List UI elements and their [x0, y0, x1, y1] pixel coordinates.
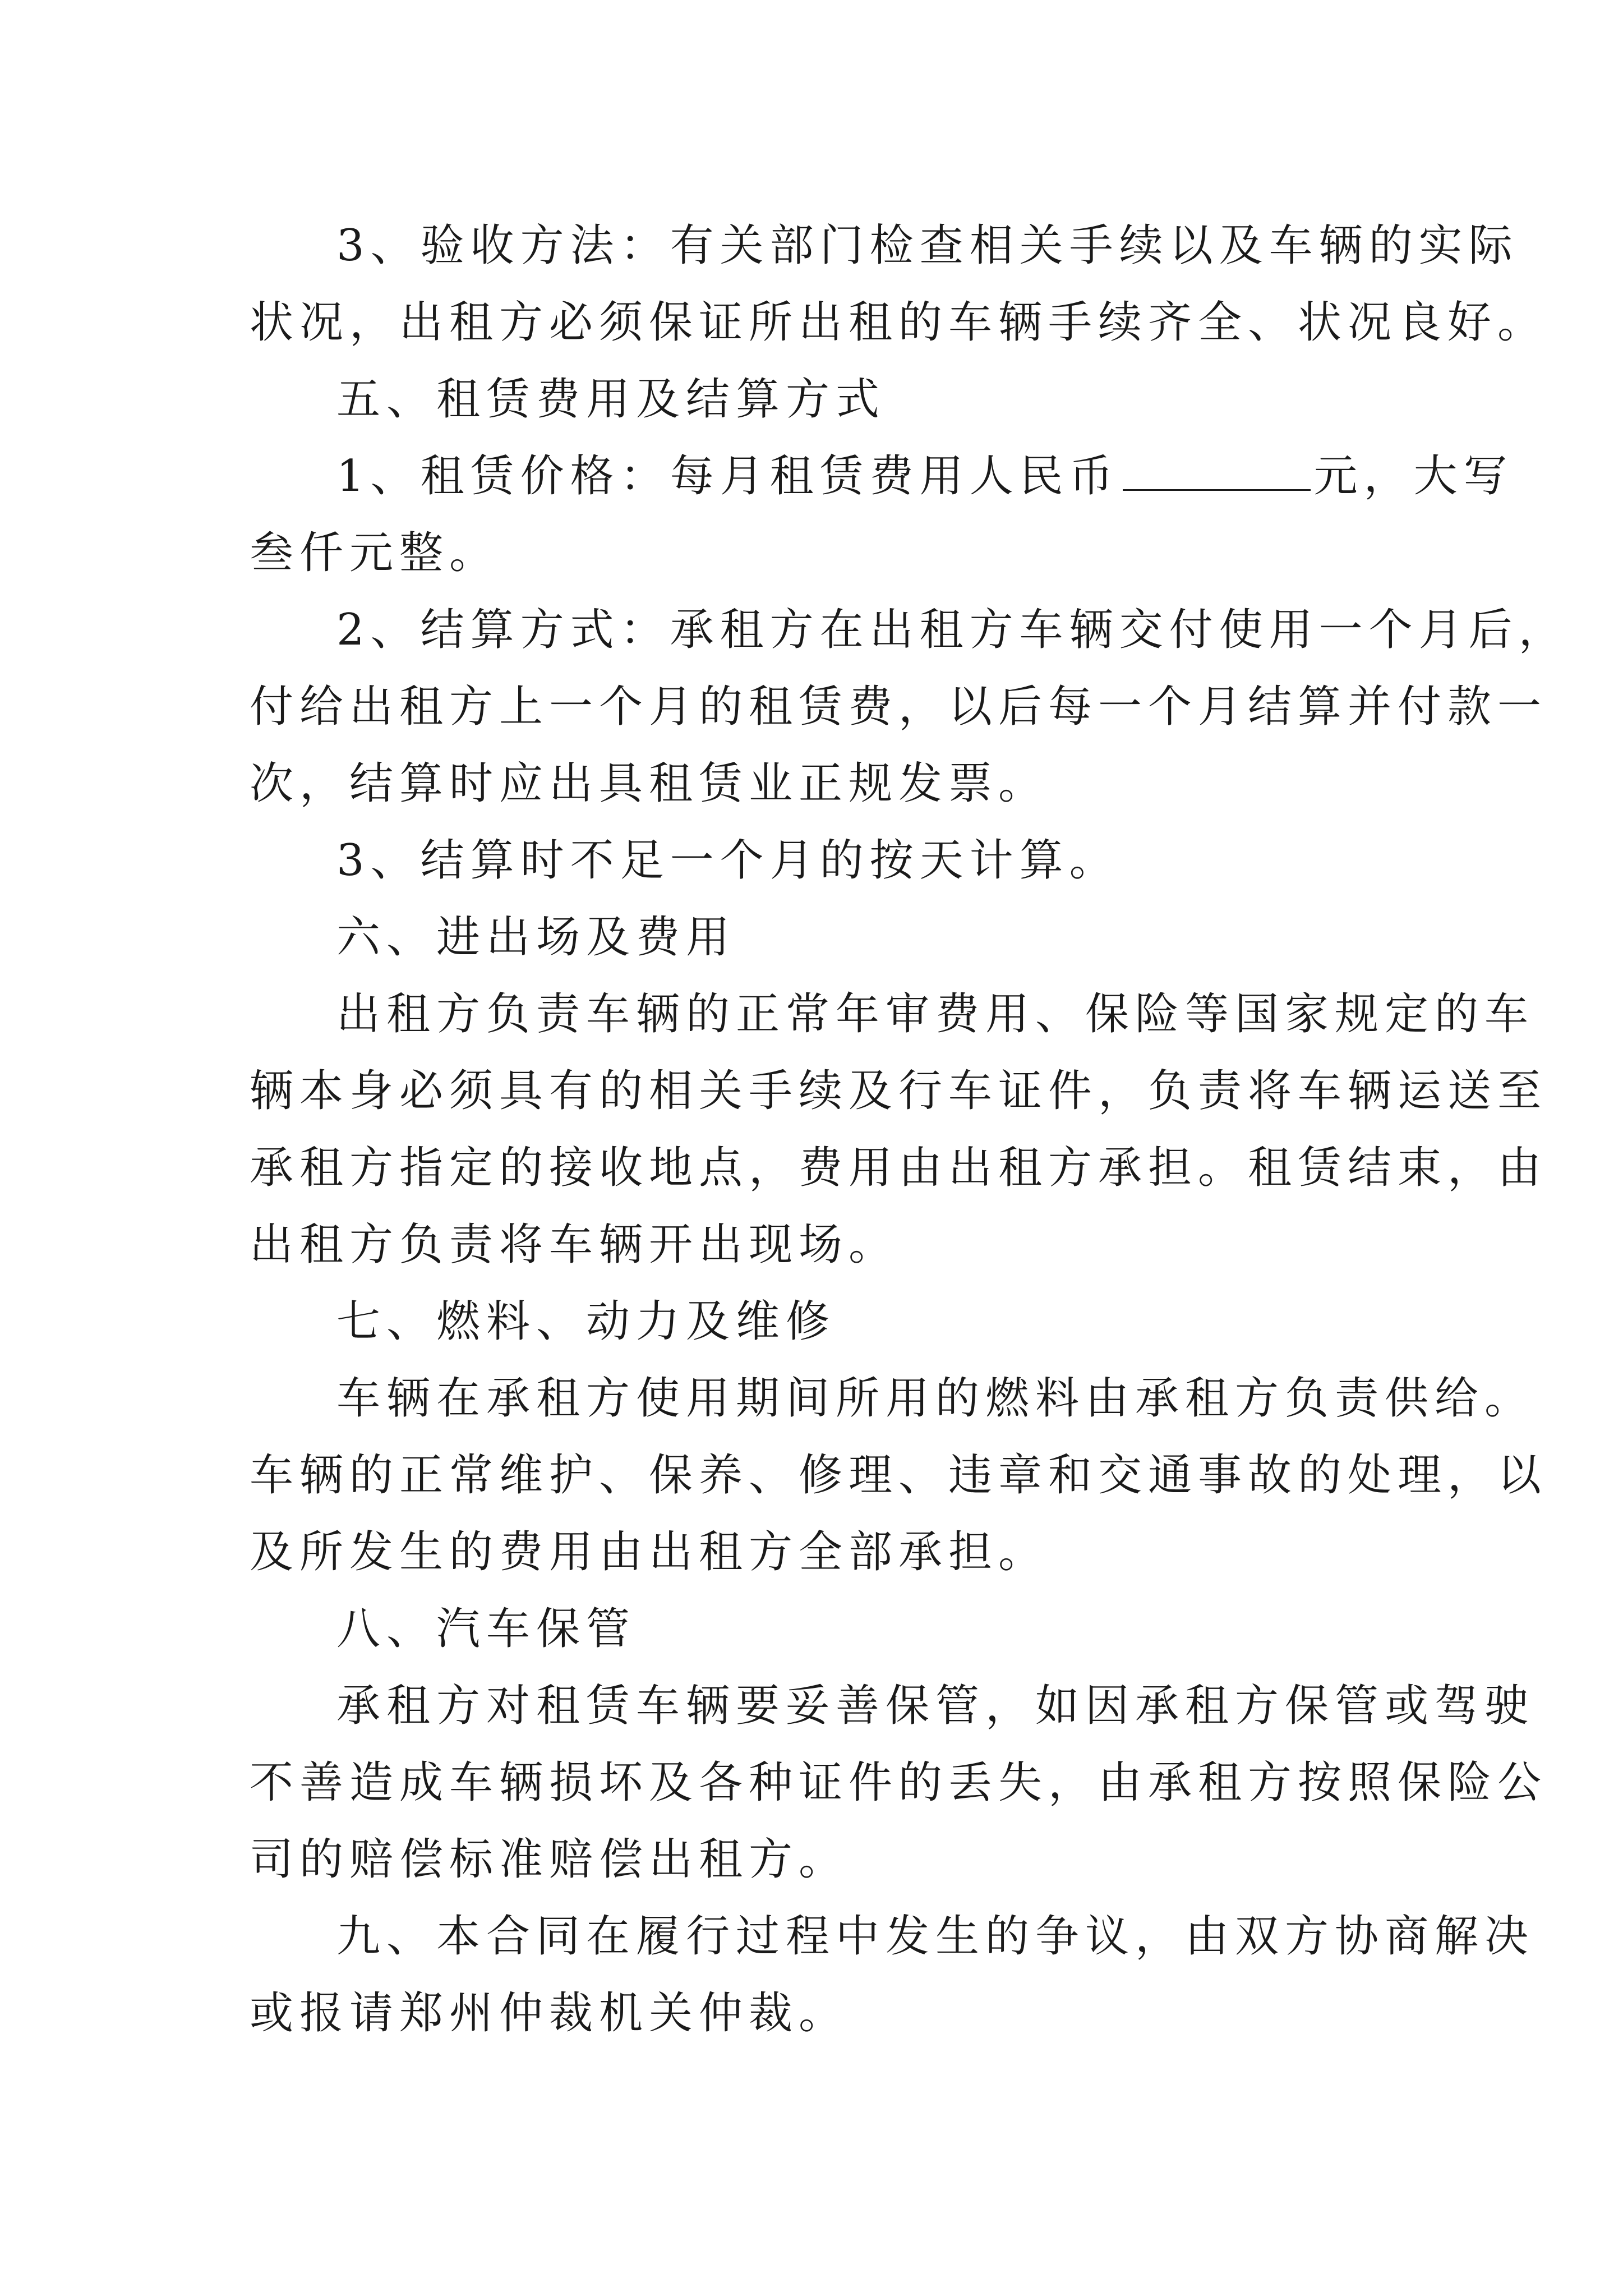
paragraph-dispute-cont: [250, 1985, 1405, 2041]
text-line: 九、本合同在履行过程中发生的争议，由双方协商解决: [336, 1911, 1535, 1962]
paragraph-rental-price-cont: [250, 525, 1405, 581]
amount-blank-field[interactable]: [1123, 452, 1311, 491]
text-line: 出租方负责车辆的正常年审费用、保险等国家规定的车: [336, 989, 1535, 1039]
section-heading-fuel-maintenance: [336, 1294, 1492, 1350]
text-line: 叁仟元整。: [250, 528, 500, 578]
paragraph-fuel-cont: [250, 1447, 1548, 1503]
text-line: 次，结算时应出具租赁业正规发票。: [250, 758, 1049, 809]
text-line: 承租方对租赁车辆要妥善保管，如因承租方保管或驾驶: [336, 1681, 1535, 1731]
text-line: 及所发生的费用由出租方全部承担。: [250, 1527, 1049, 1577]
text-line: 车辆的正常维护、保养、修理、违章和交通事故的处理，以: [250, 1450, 1548, 1501]
paragraph-acceptance-method-cont: [250, 295, 1548, 351]
section-heading-site-entry: [336, 909, 1492, 965]
text-line: 元，大写: [1313, 451, 1514, 501]
paragraph-daily-settlement: [336, 832, 1492, 889]
paragraph-site-entry-cont: [250, 1217, 1405, 1273]
paragraph-acceptance-method: [336, 218, 1519, 274]
text-line: 或报请郑州仲裁机关仲裁。: [250, 1988, 849, 2039]
paragraph-rental-price: [336, 448, 1514, 504]
section-heading: 七、燃料、动力及维修: [336, 1296, 836, 1347]
paragraph-settlement-method-cont: [250, 756, 1405, 812]
section-heading-custody: [336, 1601, 1492, 1657]
text-line: 出租方负责将车辆开出现场。: [250, 1220, 899, 1270]
section-heading: 八、汽车保管: [336, 1604, 637, 1654]
paragraph-custody-cont: [250, 1755, 1548, 1811]
text-line: 3、结算时不足一个月的按天计算。: [336, 835, 1119, 886]
section-heading: 六、进出场及费用: [336, 912, 736, 963]
text-line: 辆本身必须具有的相关手续及行车证件，负责将车辆运送至: [250, 1066, 1548, 1116]
paragraph-site-entry-cont: [250, 1063, 1548, 1119]
text-line: 司的赔偿标准赔偿出租方。: [250, 1834, 849, 1885]
text-line: 车辆在承租方使用期间所用的燃料由承租方负责供给。: [336, 1373, 1535, 1424]
section-heading-fees: [336, 371, 1492, 427]
text-line: 承租方指定的接收地点，费用由出租方承担。租赁结束，由: [250, 1143, 1548, 1193]
paragraph-settlement-method: [336, 602, 1569, 658]
text-line: 状况，出租方必须保证所出租的车辆手续齐全、状况良好。: [250, 297, 1548, 348]
paragraph-fuel-cont: [250, 1524, 1405, 1580]
paragraph-dispute: [336, 1908, 1535, 1964]
text-line: 付给出租方上一个月的租赁费，以后每一个月结算并付款一: [250, 682, 1548, 732]
paragraph-custody-cont: [250, 1832, 1405, 1888]
paragraph-site-entry-cont: [250, 1140, 1548, 1196]
paragraph-site-entry: [336, 986, 1535, 1042]
text-line: 不善造成车辆损坏及各种证件的丢失，由承租方按照保险公: [250, 1757, 1548, 1808]
section-heading: 五、租赁费用及结算方式: [336, 374, 886, 425]
text-line: 1、租赁价格：每月租赁费用人民币: [336, 451, 1119, 501]
text-line: 2、结算方式：承租方在出租方车辆交付使用一个月后，: [336, 605, 1569, 655]
paragraph-custody: [336, 1678, 1535, 1734]
text-line: 3、验收方法：有关部门检查相关手续以及车辆的实际: [336, 220, 1519, 271]
paragraph-fuel: [336, 1370, 1535, 1427]
paragraph-settlement-method-cont: [250, 679, 1548, 735]
